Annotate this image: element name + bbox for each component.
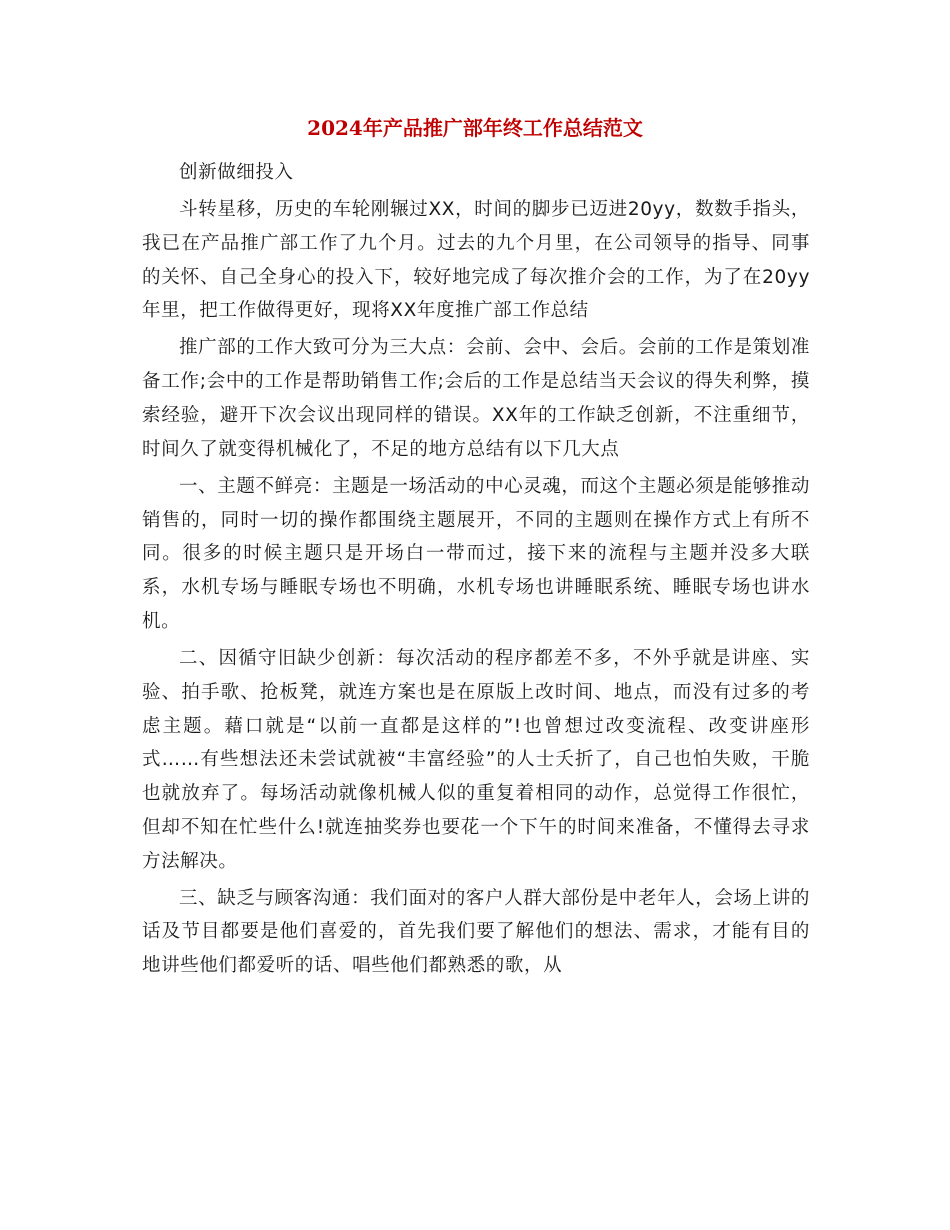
document-title: 2024年产品推广部年终工作总结范文 [307, 116, 643, 140]
section-heading: 创新做细投入 [179, 162, 294, 183]
paragraph-overview: 推广部的工作大致可分为三大点：会前、会中、会后。会前的工作是策划准备工作;会中的工作是帮助销售工作;会后的工作是总结当天会议的得失利弊，摸索经验，避开下次会议出现同样的错误。XX年的工作缺乏创新，不注重细节，时间久了就变得机械化了，不足的地方总结有以下几大点 [142, 337, 810, 460]
paragraph-point-1: 一、主题不鲜亮：主题是一场活动的中心灵魂，而这个主题必须是能够推动销售的，同时一切的操作都围绕主题展开，不同的主题则在操作方式上有所不同。很多的时候主题只是开场白一带而过，接下来的流程与主题并没多大联系，水机专场与睡眠专场也不明确，水机专场也讲睡眠系统、睡眠专场也讲水机。 [142, 475, 810, 632]
paragraph-intro: 斗转星移，历史的车轮刚辗过XX，时间的脚步已迈进20yy，数数手指头，我已在产品推广部工作了九个月。过去的九个月里，在公司领导的指导、同事的关怀、自己全身心的投入下，较好地完成了每次推介会的工作，为了在20yy年里，把工作做得更好，现将XX年度推广部工作总结 [142, 198, 810, 322]
paragraph-point-3: 三、缺乏与顾客沟通：我们面对的客户人群大部份是中老年人，会场上讲的话及节目都要是他们喜爱的，首先我们要了解他们的想法、需求，才能有目的地讲些他们都爱听的话、唱些他们都熟悉的歌，从 [142, 887, 810, 977]
paragraph-point-2: 二、因循守旧缺少创新：每次活动的程序都差不多，不外乎就是讲座、实验、拍手歌、抢板凳，就连方案也是在原版上改时间、地点，而没有过多的考虑主题。藉口就是“以前一直都是这样的”!也曾想过改变流程、改变讲座形式……有些想法还未尝试就被“丰富经验”的人士夭折了，自己也怕失败，干脆也就放弃了。每场活动就像机械人似的重复着相同的动作，总觉得工作很忙，但却不知在忙些什么!就连抽奖券也要花一个下午的时间来准备，不懂得去寻求方法解决。 [142, 647, 810, 872]
document-body [142, 156, 810, 986]
